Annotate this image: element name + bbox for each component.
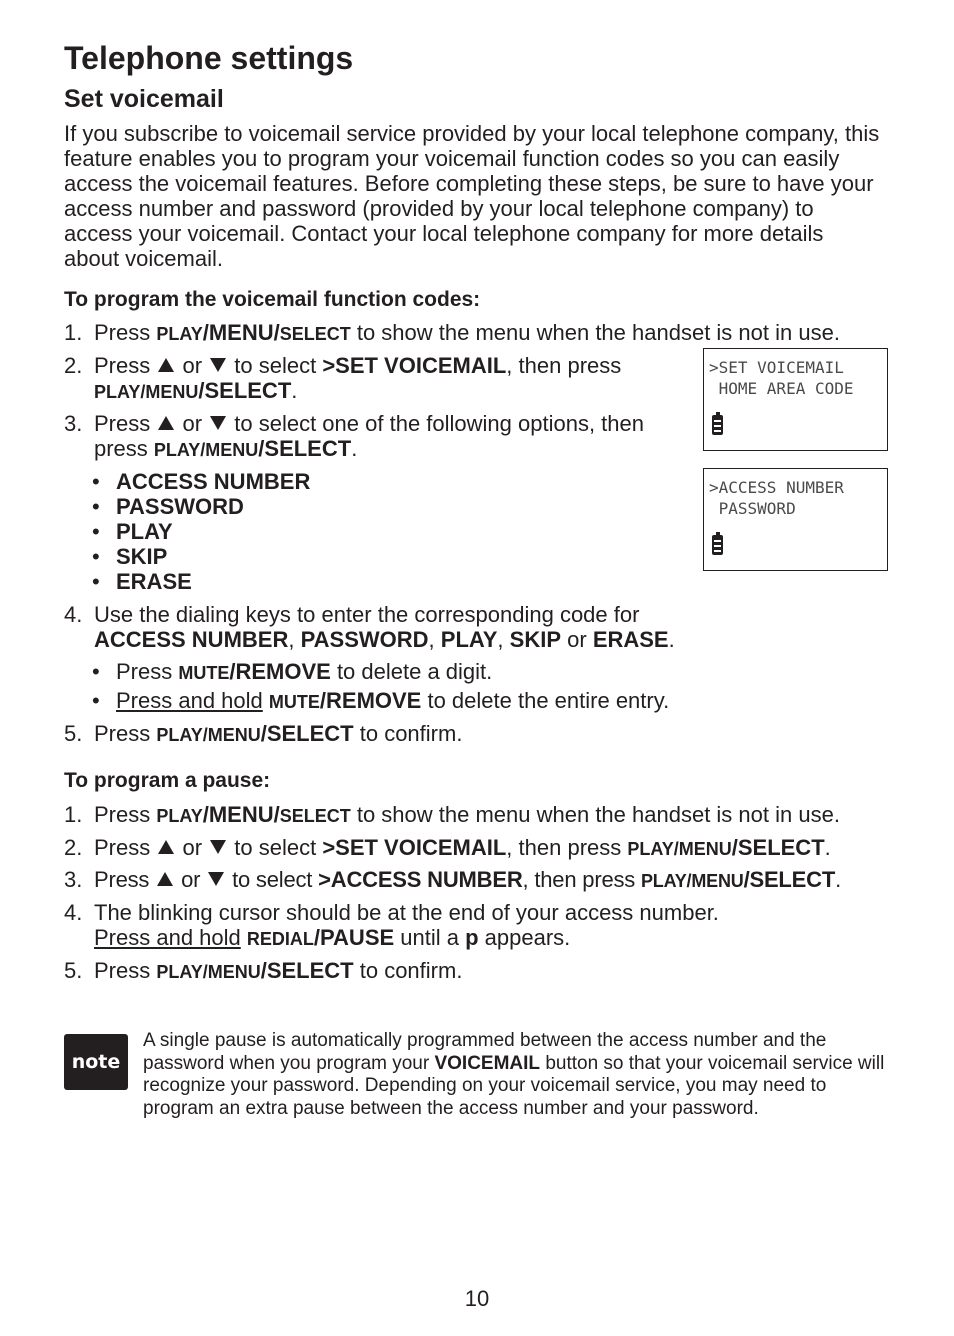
page-title: Telephone settings [64, 40, 354, 76]
up-arrow-icon [158, 358, 174, 372]
page-number: 10 [464, 1286, 490, 1311]
handset-screen-1: >SET VOICEMAIL HOME AREA CODE [703, 348, 888, 451]
battery-icon [712, 535, 723, 555]
down-arrow-icon [210, 416, 226, 430]
intro-paragraph: If you subscribe to voicemail service provided by your local telephone company, this feature enables you to program your voicemail function codes so you can easily access the voicemail features. Before completing these steps, be sure to have your access number and password (provided by your local telephone company) to access your voicemail. Contact your local telephone company for more details about voicemail. [64, 121, 880, 271]
up-arrow-icon [158, 840, 174, 854]
handset-screen-2: >ACCESS NUMBER PASSWORD [703, 468, 888, 571]
program-pause-heading: To program a pause: [64, 769, 271, 792]
down-arrow-icon [208, 872, 224, 886]
program-codes-heading: To program the voicemail function codes: [64, 288, 481, 311]
note-text: A single pause is automatically programmed between the access number and the password when you program your VOICEMAIL button so that your voicemail service will recognize your password. Depending on your voicemail service, you may need to program an extra pause between the access number and your password. [143, 1030, 885, 1119]
note-badge: note [64, 1034, 128, 1090]
down-arrow-icon [210, 840, 226, 854]
battery-icon [712, 415, 723, 435]
section-title: Set voicemail [64, 85, 224, 113]
up-arrow-icon [157, 872, 173, 886]
up-arrow-icon [158, 416, 174, 430]
down-arrow-icon [210, 358, 226, 372]
